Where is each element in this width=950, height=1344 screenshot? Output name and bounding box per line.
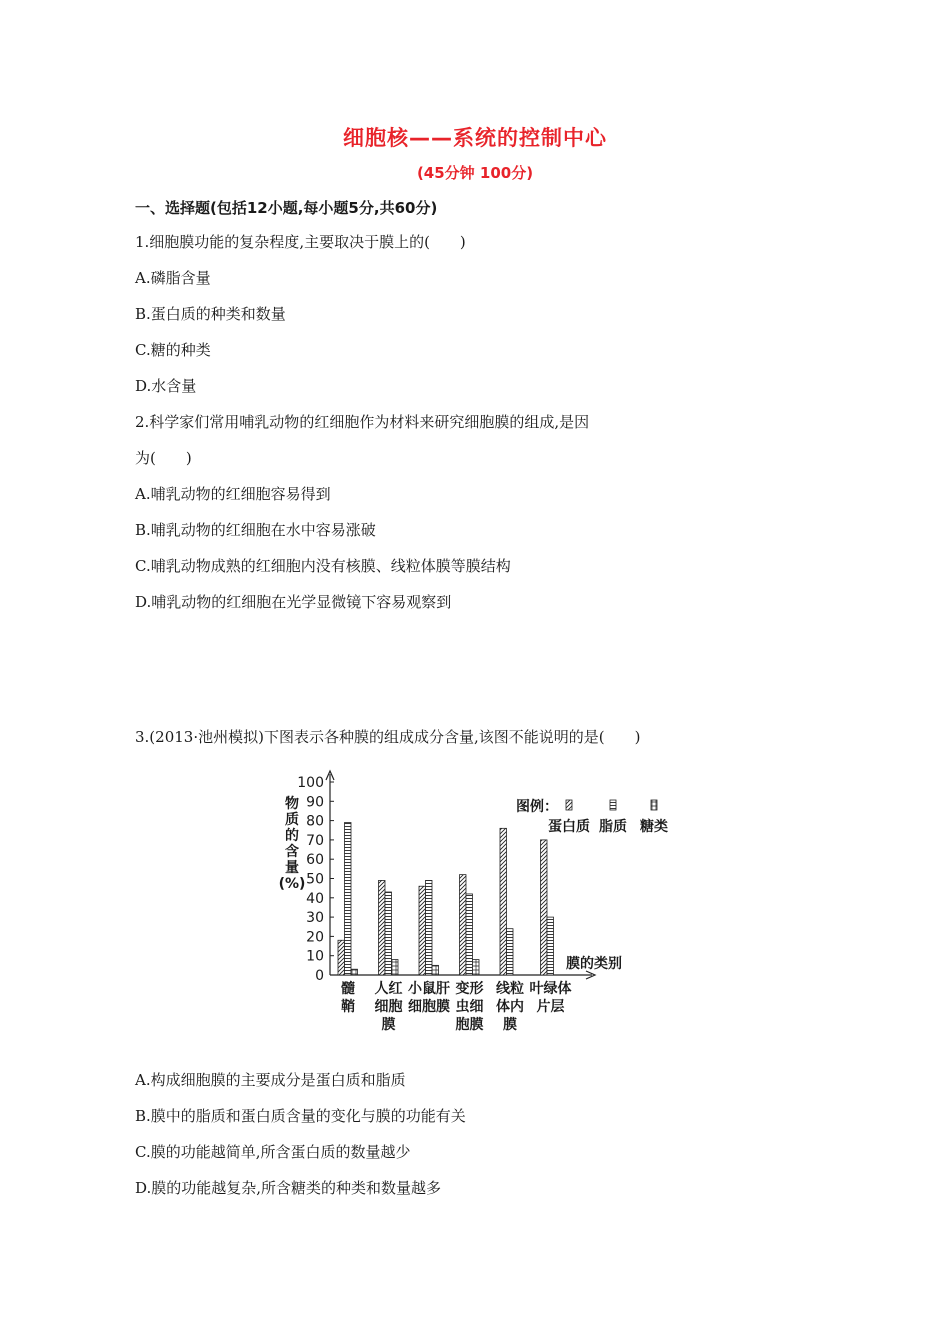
x-category-label: 膜 (503, 1017, 517, 1033)
bar-horizontal (507, 929, 514, 975)
y-tick-label: 30 (306, 910, 324, 927)
question-3-option-c: C.膜的功能越简单,所含蛋白质的数量越少 (135, 1143, 411, 1161)
y-tick-label: 80 (306, 813, 324, 830)
question-2-option-a: A.哺乳动物的红细胞容易得到 (135, 485, 331, 503)
question-3-option-d: D.膜的功能越复杂,所含糖类的种类和数量越多 (135, 1179, 442, 1197)
y-tick-label: 0 (315, 968, 324, 984)
y-axis-label-char: 质 (285, 812, 299, 828)
bar-grid (392, 960, 399, 975)
question-2-option-b: B.哺乳动物的红细胞在水中容易涨破 (135, 521, 376, 539)
y-tick-label: 40 (306, 890, 324, 907)
x-category-label: 叶绿体 (529, 981, 572, 997)
legend-label: 脂质 (599, 819, 627, 835)
legend-swatch-diagonal (566, 800, 572, 810)
x-category-label: 小鼠肝 (408, 981, 450, 997)
y-axis-label-char: (%) (278, 876, 306, 892)
y-tick-label: 70 (306, 832, 324, 849)
x-category-label: 变形 (455, 981, 484, 997)
y-axis-label-char: 物 (285, 796, 299, 812)
question-1-option-a: A.磷脂含量 (135, 269, 211, 287)
bar-grid (351, 969, 358, 975)
page-title: 细胞核——系统的控制中心 (343, 126, 607, 150)
bar-horizontal (385, 892, 392, 975)
question-1-option-d: D.水含量 (135, 377, 197, 395)
question-3-stem: 3.(2013·池州模拟)下图表示各种膜的组成成分含量,该图不能说明的是( ) (135, 728, 641, 746)
x-category-label: 膜 (381, 1017, 396, 1033)
question-1-option-c: C.糖的种类 (135, 341, 211, 359)
question-1-stem: 1.细胞膜功能的复杂程度,主要取决于膜上的( ) (135, 233, 466, 251)
bar-horizontal (426, 880, 433, 975)
bar-diagonal (460, 875, 467, 975)
question-2-stem-continued: 为( ) (135, 449, 192, 467)
y-tick-label: 20 (306, 929, 324, 946)
bar-diagonal (419, 886, 426, 975)
x-category-label: 鞘 (341, 999, 355, 1015)
membrane-composition-chart (270, 768, 690, 1038)
page-subtitle: (45分钟 100分) (416, 164, 534, 182)
legend-swatch-grid (651, 800, 657, 810)
bar-horizontal (547, 917, 554, 975)
bar-diagonal (379, 880, 386, 975)
bar-diagonal (541, 840, 548, 975)
legend-label: 糖类 (640, 819, 668, 835)
y-axis-label-char: 量 (285, 860, 299, 876)
legend-swatch-horizontal (610, 800, 616, 810)
question-3-option-a: A.构成细胞膜的主要成分是蛋白质和脂质 (135, 1071, 406, 1089)
bar-horizontal (345, 823, 352, 975)
x-category-label: 细胞 (374, 999, 403, 1015)
y-tick-label: 100 (297, 775, 324, 791)
x-axis-label: 膜的类别 (566, 956, 622, 972)
bar-grid (473, 960, 480, 975)
x-category-label: 胞膜 (455, 1017, 484, 1033)
question-2-option-c: C.哺乳动物成熟的红细胞内没有核膜、线粒体膜等膜结构 (135, 557, 511, 575)
x-category-label: 细胞膜 (408, 999, 450, 1015)
y-axis-label-char: 含 (285, 844, 299, 860)
bar-horizontal (466, 894, 473, 975)
section-heading: 一、选择题(包括12小题,每小题5分,共60分) (135, 199, 438, 217)
question-2-option-d: D.哺乳动物的红细胞在光学显微镜下容易观察到 (135, 593, 452, 611)
x-category-label: 髓 (341, 981, 355, 997)
x-category-label: 体内 (496, 999, 524, 1015)
bar-diagonal (500, 828, 507, 975)
question-3-option-b: B.膜中的脂质和蛋白质含量的变化与膜的功能有关 (135, 1107, 466, 1125)
x-category-label: 线粒 (496, 981, 524, 997)
x-category-label: 片层 (536, 999, 565, 1015)
y-tick-label: 10 (306, 948, 324, 965)
x-category-label: 虫细 (455, 999, 484, 1015)
question-2-stem: 2.科学家们常用哺乳动物的红细胞作为材料来研究细胞膜的组成,是因 (135, 413, 590, 431)
y-tick-label: 60 (306, 852, 324, 869)
legend-label: 蛋白质 (548, 819, 590, 835)
y-tick-label: 90 (306, 794, 324, 811)
y-tick-label: 50 (306, 871, 324, 888)
y-axis-label-char: 的 (285, 828, 299, 844)
bar-grid (432, 965, 439, 975)
bar-diagonal (338, 940, 345, 975)
legend-title: 图例： (516, 799, 558, 815)
x-category-label: 人红 (374, 981, 403, 997)
question-1-option-b: B.蛋白质的种类和数量 (135, 305, 286, 323)
